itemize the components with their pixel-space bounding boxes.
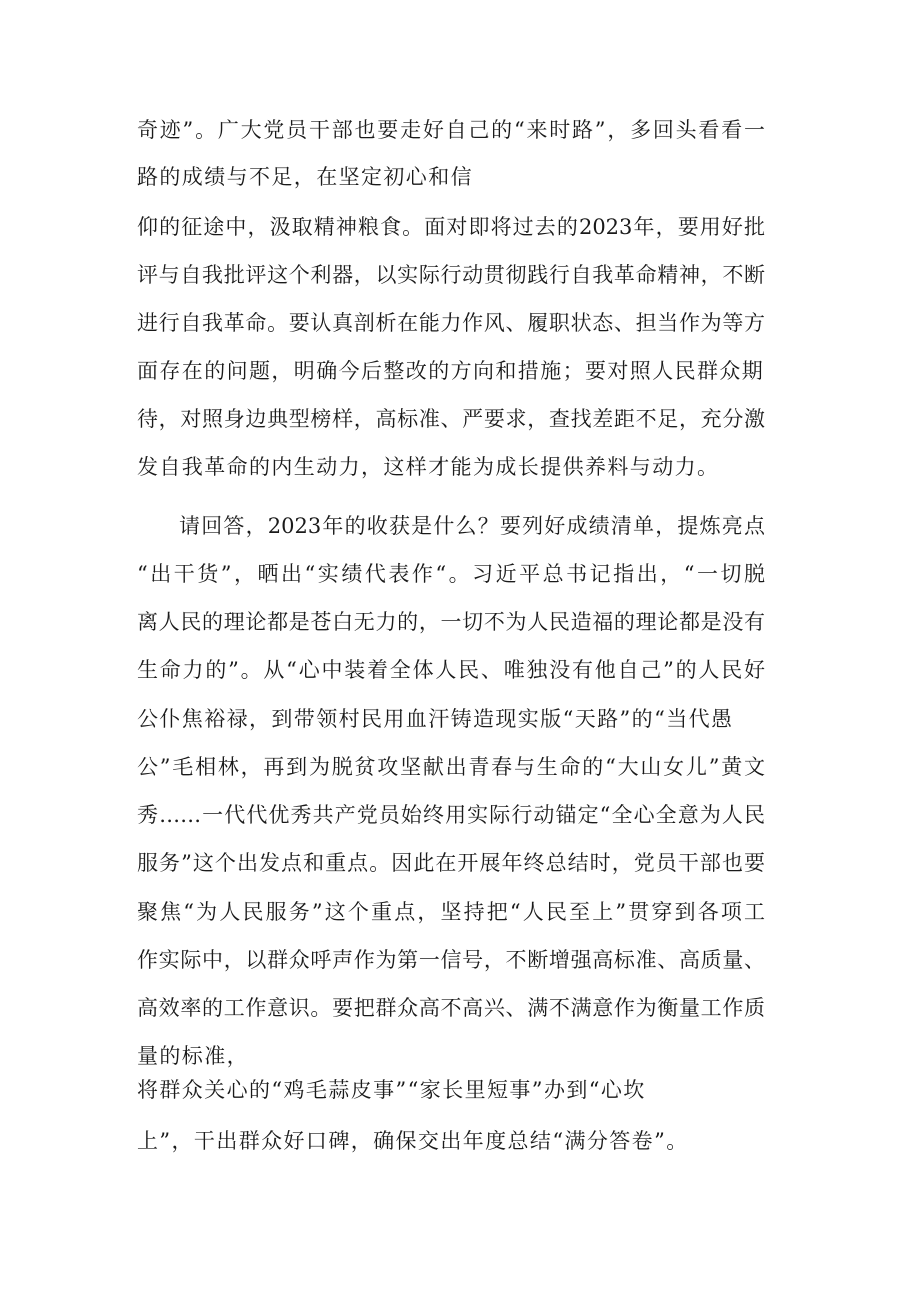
text-line-14: 公”毛相林，再到为脱贫攻坚献出青春与生命的“大山女儿”黄文 [137, 755, 765, 779]
text-line-18: 作实际中，以群众呼声作为第一信号，不断增强高标准、高质量、 [137, 948, 765, 972]
text-line-9: 请回答，2023年的收获是什么？要列好成绩清单，提炼亮点 [179, 514, 765, 538]
text-line-5: 进行自我革命。要认真剖析在能力作风、履职状态、担当作为等方 [137, 311, 765, 335]
text-line-4: 评与自我批评这个利器，以实际行动贯彻践行自我革命精神，不断 [137, 263, 765, 287]
text-line-19: 高效率的工作意识。要把群众高不高兴、满不满意作为衡量工作质 [137, 996, 765, 1020]
text-line-10: “出干货”，晒出“实绩代表作“。习近平总书记指出，“一切脱 [137, 562, 765, 586]
text-line-11: 离人民的理论都是苍白无力的，一切不为人民造福的理论都是没有 [137, 610, 765, 634]
text-line-2: 路的成绩与不足，在坚定初心和信 [137, 165, 473, 189]
text-line-15: 秀……一代代优秀共产党员始终用实际行动锚定“全心全意为人民 [137, 803, 765, 827]
text-line-1: 奇迹”。广大党员干部也要走好自己的“来时路”，多回头看看一 [137, 118, 765, 142]
text-line-3: 仰的征途中，汲取精神粮食。面对即将过去的2023年，要用好批 [137, 215, 765, 239]
text-line-22: 上”，干出群众好口碑，确保交出年度总结“满分答卷”。 [137, 1129, 689, 1153]
text-line-20: 量的标准， [137, 1044, 249, 1068]
text-line-17: 聚焦“为人民服务”这个重点，坚持把“人民至上”贯穿到各项工 [137, 900, 765, 924]
text-line-21: 将群众关心的“鸡毛蒜皮事”“家长里短事”办到“心坎 [137, 1078, 646, 1102]
text-line-8: 发自我革命的内生动力，这样才能为成长提供养料与动力。 [137, 455, 720, 479]
text-line-7: 待，对照身边典型榜样，高标准、严要求，查找差距不足，充分激 [137, 407, 765, 431]
text-line-6: 面存在的问题，明确今后整改的方向和措施；要对照人民群众期 [137, 359, 765, 383]
text-line-13: 公仆焦裕禄，到带领村民用血汗铸造现实版“天路”的“当代愚 [137, 707, 734, 731]
text-line-12: 生命力的”。从“心中装着全体人民、唯独没有他自己”的人民好 [137, 658, 765, 682]
text-line-16: 服务”这个出发点和重点。因此在开展年终总结时，党员干部也要 [137, 851, 765, 875]
